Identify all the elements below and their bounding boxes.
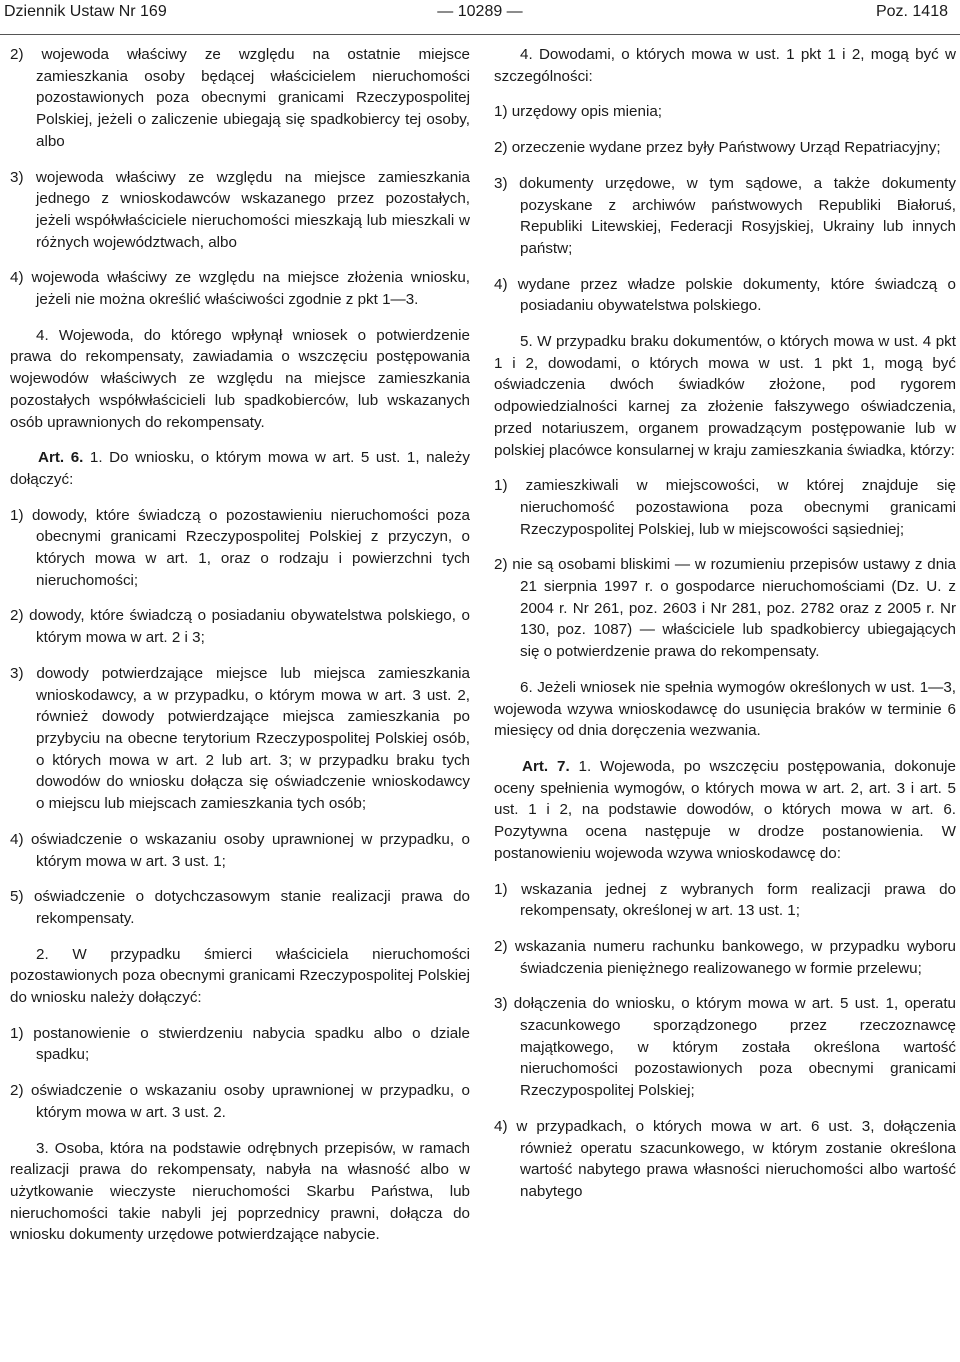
article-7-paragraph	[494, 756, 956, 865]
list-item: 2) nie są osobami bliskimi — w rozumieniu przepisów ustawy z dnia 21 sierpnia 1997 r. o gospodarce nieruchomościami (Dz. U. z 2004 r. Nr 261, poz. 2603 i Nr 281, poz. 2782 oraz z 2005 r. Nr 130, poz. 1087) — właściciele lub spadkobiercy ubiegających się o potwierdzenie prawa do rekompensaty.	[494, 556, 956, 661]
paragraph: 2. W przypadku śmierci właściciela nieruchomości pozostawionych poza obecnymi granicami Rzeczypospolitej Polskiej do wniosku należy dołączyć:	[10, 945, 470, 1007]
article-6-paragraph	[10, 447, 470, 490]
list-item: 1) urzędowy opis mienia;	[494, 103, 662, 121]
list-item: 1) wskazania jednej z wybranych form realizacji prawa do rekompensaty, określonej w art. 13 ust. 1;	[494, 880, 956, 920]
list-item: 3) wojewoda właściwy ze względu na miejsce zamieszkania jednego z wnioskodawców wskazanego przez pozostałych, jeżeli współwłaściciele nieruchomości mieszkają lub mieszkali w różnych województwach, albo	[10, 168, 470, 251]
list-item: 1) zamieszkiwali w miejscowości, w której znajduje się nieruchomość pozostawiona poza obecnymi granicami Rzeczypospolitej Polskiej, lub w miejscowości sąsiedniej;	[494, 477, 956, 538]
list-item: 1) postanowienie o stwierdzeniu nabycia spadku albo o dziale spadku;	[10, 1024, 470, 1064]
page-number: — 10289 —	[437, 3, 523, 20]
journal-title: Dziennik Ustaw Nr 169	[4, 3, 167, 20]
left-column	[10, 44, 470, 1260]
paragraph: 4. Dowodami, o których mowa w ust. 1 pkt 1 i 2, mogą być w szczególności:	[494, 46, 956, 85]
page-header	[0, 0, 960, 35]
list-item: 2) orzeczenie wydane przez były Państwowy Urząd Repatriacyjny;	[494, 139, 941, 157]
list-item: 4) w przypadkach, o których mowa w art. 6 ust. 3, dołączenia również operatu szacunkowego, w którym zostanie określona wartość nabytego prawa własności nieruchomości albo wartość nabytego	[494, 1117, 956, 1200]
paragraph: 6. Jeżeli wniosek nie spełnia wymogów określonych w ust. 1—3, wojewoda wzywa wnioskodawcę do usunięcia braków w terminie 6 miesięcy od dnia doręczenia wezwania.	[494, 678, 956, 740]
right-column	[494, 44, 956, 1217]
list-item: 2) wojewoda właściwy ze względu na ostatnie miejsce zamieszkania osoby będącej właścicielem nieruchomości pozostawionych poza obecnymi granicami Rzeczypospolitej Polskiej, jeżeli o zaliczenie ubiegają się spadkobiercy tej osoby, albo	[10, 46, 470, 150]
position-number: Poz. 1418	[875, 3, 948, 20]
paragraph: 4. Wojewoda, do którego wpłynął wniosek o potwierdzenie prawa do rekompensaty, zawiadamia o wszczęciu postępowania wojewodów właściwych ze względu na miejsce zamieszkania pozostałych współwłaścicieli lub spadkobierców, lub wskazanych osób uprawnionych do rekompensaty.	[10, 326, 470, 431]
list-item: 3) dokumenty urzędowe, w tym sądowe, a także dokumenty pozyskane z archiwów państwowych Republiki Białoruś, Republiki Litewskiej, Federacji Rosyjskiej, Ukrainy lub innych państw;	[494, 174, 956, 257]
list-item: 3) dowody potwierdzające miejsce lub miejsca zamieszkania wnioskodawcy, a w przypadku, o którym mowa w art. 3 ust. 2, również dowody potwierdzające miejsca zamieszkania po przybyciu na obecne terytorium Rzeczypospolitej Polskiej osób, o których mowa w art. 2 lub art. 3; w przypadku braku tych dowodów do wniosku dołącza się oświadczenie wnioskodawcy o miejscu lub miejscach zamieszkania tych osób;	[10, 664, 470, 813]
list-item: 5) oświadczenie o dotychczasowym stanie realizacji prawa do rekompensaty.	[10, 888, 470, 927]
list-item: 2) oświadczenie o wskazaniu osoby uprawnionej w przypadku, o którym mowa w art. 3 ust. 2.	[10, 1082, 470, 1121]
list-item: 4) oświadczenie o wskazaniu osoby uprawnionej w przypadku, o którym mowa w art. 3 ust. 1;	[10, 830, 470, 870]
list-item: 4) wojewoda właściwy ze względu na miejsce złożenia wniosku, jeżeli nie można określić właściwości zgodnie z pkt 1—3.	[10, 269, 470, 309]
paragraph: 3. Osoba, która na podstawie odrębnych przepisów, w ramach realizacji prawa do rekompensaty, nabyła na własność albo w użytkowanie wieczyste nieruchomości Skarbu Państwa, lub nieruchomości takie nabyli jej poprzednicy prawni, dołącza do wniosku dokumenty urzędowe potwierdzające nabycie.	[10, 1139, 470, 1244]
list-item: 4) wydane przez władze polskie dokumenty, które świadczą o posiadaniu obywatelstwa polskiego.	[494, 275, 956, 315]
article-text: 1. Do wniosku, o którym mowa w art. 5 ust. 1, należy dołączyć:	[10, 449, 470, 488]
paragraph: 5. W przypadku braku dokumentów, o których mowa w ust. 4 pkt 1 i 2, dowodami, o których mowa w ust. 1 pkt 1, mogą być oświadczenia dwóch świadków złożone, pod rygorem odpowiedzialności karnej za złożenie fałszywego oświadczenia, przed notariuszem, organem prowadzącym postępowanie lub w polskiej placówce konsularnej w kraju zamieszkania świadka, którzy:	[494, 333, 956, 459]
list-item: 2) wskazania numeru rachunku bankowego, w przypadku wyboru świadczenia pieniężnego realizowanego w formie przelewu;	[494, 937, 956, 977]
article-label: Art. 6.	[38, 449, 84, 467]
article-label: Art. 7.	[522, 757, 570, 775]
article-text: 1. Wojewoda, po wszczęciu postępowania, dokonuje oceny spełnienia wymogów, o których mowa w art. 2, art. 3 i art. 5 ust. 1 i 2, na podstawie dowodów, o których mowa w art. 6. Pozytywna ocena następuje w drodze postanowienia. W postanowieniu wojewoda wzywa wnioskodawcę do:	[494, 757, 957, 862]
list-item: 2) dowody, które świadczą o posiadaniu obywatelstwa polskiego, o którym mowa w art. 2 i 3;	[10, 607, 470, 647]
list-item: 1) dowody, które świadczą o pozostawieniu nieruchomości poza obecnymi granicami Rzeczypospolitej Polskiej z przyczyn, o których mowa w art. 1, oraz o rodzaju i powierzchni tych nieruchomości;	[10, 506, 470, 589]
list-item: 3) dołączenia do wniosku, o którym mowa w art. 5 ust. 1, operatu szacunkowego sporządzonego przez rzeczoznawcę majątkowego, w którym została określona wartość nieruchomości pozostawionych poza obecnymi granicami Rzeczypospolitej Polskiej;	[494, 995, 956, 1100]
